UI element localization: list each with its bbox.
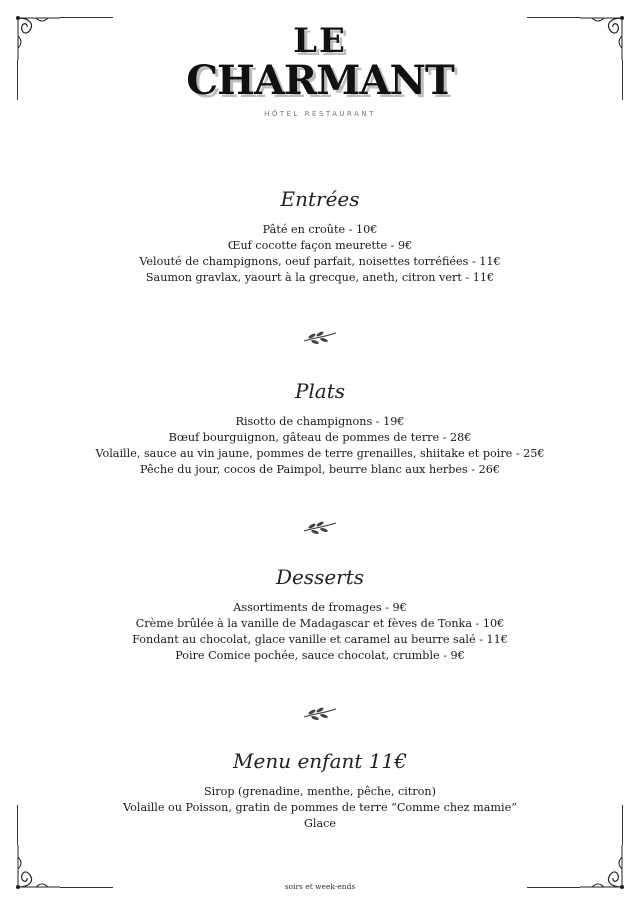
- logo-le: LE: [293, 21, 347, 61]
- section-menu-enfant: [0, 746, 640, 832]
- section-plats: [0, 376, 640, 478]
- menu-item: Pêche du jour, cocos de Paimpol, beurre blanc aux herbes - 26€: [140, 463, 500, 476]
- menu-item: Glace: [303, 817, 337, 830]
- menu-item: Pâté en croûte - 10€: [262, 223, 378, 236]
- menu-item: Saumon gravlax, yaourt à la grecque, aneth, citron vert - 11€: [145, 271, 495, 284]
- menu-item: Volaille, sauce au vin jaune, pommes de terre grenailles, shiitake et poire - 25€: [95, 447, 545, 460]
- menu-items: [0, 784, 640, 832]
- section-desserts: [0, 562, 640, 664]
- restaurant-logo: [0, 21, 640, 118]
- menu-item: Risotto de champignons - 19€: [235, 415, 405, 428]
- footer-note: soirs et week-ends: [284, 882, 356, 891]
- menu-item: Sirop (grenadine, menthe, pêche, citron): [204, 785, 436, 798]
- menu-item: Velouté de champignons, oeuf parfait, noisettes torréfiées - 11€: [139, 255, 501, 268]
- menu-item: Assortiments de fromages - 9€: [233, 601, 407, 614]
- menu-items: [0, 414, 640, 478]
- menu-items: [0, 600, 640, 664]
- menu-item: Volaille ou Poisson, gratin de pommes de terre “Comme chez mamie”: [123, 801, 517, 814]
- menu-item: Œuf cocotte façon meurette - 9€: [227, 239, 413, 252]
- section-entrees: [0, 184, 640, 286]
- section-title: Entrées: [280, 187, 360, 211]
- menu-item: Bœuf bourguignon, gâteau de pommes de terre - 28€: [168, 431, 472, 444]
- menu-item: Crème brûlée à la vanille de Madagascar et fèves de Tonka - 10€: [135, 617, 505, 630]
- section-title: Desserts: [275, 565, 365, 589]
- leaf-sprig-icon: [300, 518, 340, 536]
- section-title: Menu enfant 11€: [233, 749, 407, 773]
- border-line: [60, 17, 113, 18]
- border-line: [527, 17, 580, 18]
- logo-subtitle: HÔTEL RESTAURANT: [264, 110, 376, 118]
- section-title: Plats: [294, 379, 346, 403]
- menu-item: Fondant au chocolat, glace vanille et caramel au beurre salé - 11€: [132, 633, 508, 646]
- menu-item: Poire Comice pochée, sauce chocolat, crumble - 9€: [175, 649, 465, 662]
- leaf-sprig-icon: [300, 704, 340, 722]
- menu-items: [0, 222, 640, 286]
- leaf-sprig-icon: [300, 328, 340, 346]
- logo-charmant: CHARMANT: [186, 57, 454, 104]
